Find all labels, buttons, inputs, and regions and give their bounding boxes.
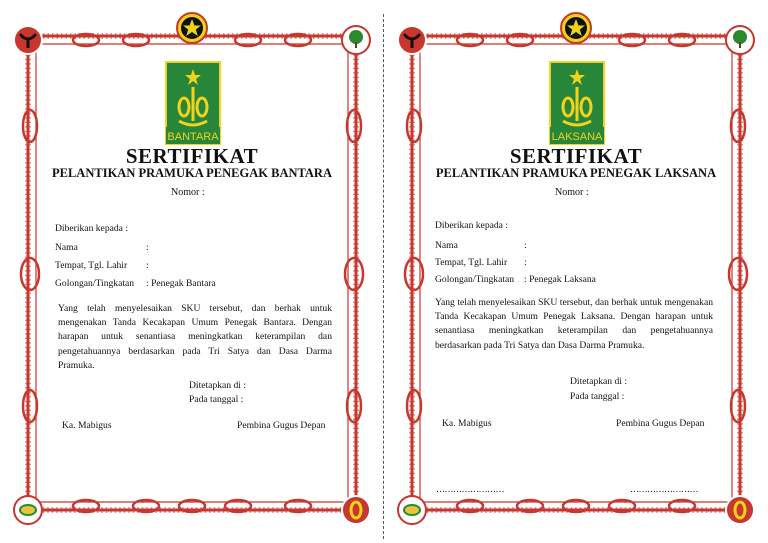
chain-emblem-icon	[342, 496, 370, 524]
certificate-title: SERTIFIKAT	[125, 144, 259, 168]
star-emblem-icon	[177, 13, 207, 43]
ttl-label: Tempat, Tgl. Lahir	[55, 260, 128, 271]
bantara-badge-icon	[165, 61, 221, 145]
signatory-right: Pembina Gugus Depan	[616, 418, 705, 429]
nomor-label: Nomor :	[171, 187, 205, 198]
certificate-subtitle: PELANTIKAN PRAMUKA PENEGAK LAKSANA	[435, 166, 717, 180]
ditetapkan-label: Ditetapkan di :	[189, 380, 247, 391]
certificate-title: SERTIFIKAT	[509, 144, 643, 168]
laksana-badge-icon	[549, 61, 605, 145]
golongan-value: : Penegak Bantara	[146, 278, 216, 289]
given-to-label: Diberikan kepada :	[55, 223, 128, 234]
certificate-paragraph: Yang telah menyelesaikan SKU tersebut, dan berhak untuk mengenakan Tanda Kecakapan Umum Penegak Laksana. Dengan harapan untuk senantiasa meningkatkan keterampilan dan pengetahuannya berdasarkan pada Tri Satya dan Dasa Darma Pramuka.	[435, 297, 713, 351]
certificate-subtitle: PELANTIKAN PRAMUKA PENEGAK BANTARA	[52, 166, 332, 180]
certificate-paragraph: Yang telah menyelesaikan SKU tersebut, dan berhak untuk mengenakan Tanda Kecakapan Umum Penegak Bantara. Dengan harapan untuk senantiasa meningkatkan keterampilan dan pengetahuannya berdasarkan pada Tri Satya dan Dasa Darma Pramuka.	[58, 303, 332, 371]
badge-label: BANTARA	[167, 131, 219, 143]
pada-tanggal-label: Pada tanggal :	[570, 391, 625, 402]
star-emblem-icon	[561, 13, 591, 43]
tree-emblem-icon	[726, 26, 754, 54]
ttl-label: Tempat, Tgl. Lahir	[435, 257, 508, 268]
nama-colon: :	[146, 242, 149, 253]
signature-line-right: ……………………	[630, 484, 698, 494]
nama-colon: :	[524, 240, 527, 251]
badge-label: LAKSANA	[551, 131, 603, 143]
bull-emblem-icon	[14, 26, 42, 54]
pada-tanggal-label: Pada tanggal :	[189, 394, 244, 405]
golongan-label: Golongan/Tingkatan	[55, 278, 135, 289]
signature-line-left: ……………………	[436, 484, 504, 494]
ditetapkan-label: Ditetapkan di :	[570, 376, 628, 387]
given-to-label: Diberikan kepada :	[435, 220, 508, 231]
ttl-colon: :	[524, 257, 527, 268]
golongan-value: : Penegak Laksana	[524, 274, 596, 285]
nama-label: Nama	[435, 240, 458, 251]
rice-cotton-emblem-icon	[14, 496, 42, 524]
signatory-left: Ka. Mabigus	[62, 420, 112, 431]
cut-line	[383, 14, 384, 539]
certificate-laksana	[390, 6, 762, 538]
chain-emblem-icon	[726, 496, 754, 524]
signatory-left: Ka. Mabigus	[442, 418, 492, 429]
signatory-right: Pembina Gugus Depan	[237, 420, 326, 431]
rice-cotton-emblem-icon	[398, 496, 426, 524]
tree-emblem-icon	[342, 26, 370, 54]
nomor-label: Nomor :	[555, 187, 589, 198]
golongan-label: Golongan/Tingkatan	[435, 274, 515, 285]
nama-label: Nama	[55, 242, 78, 253]
bull-emblem-icon	[398, 26, 426, 54]
certificate-bantara	[6, 6, 378, 538]
ttl-colon: :	[146, 260, 149, 271]
